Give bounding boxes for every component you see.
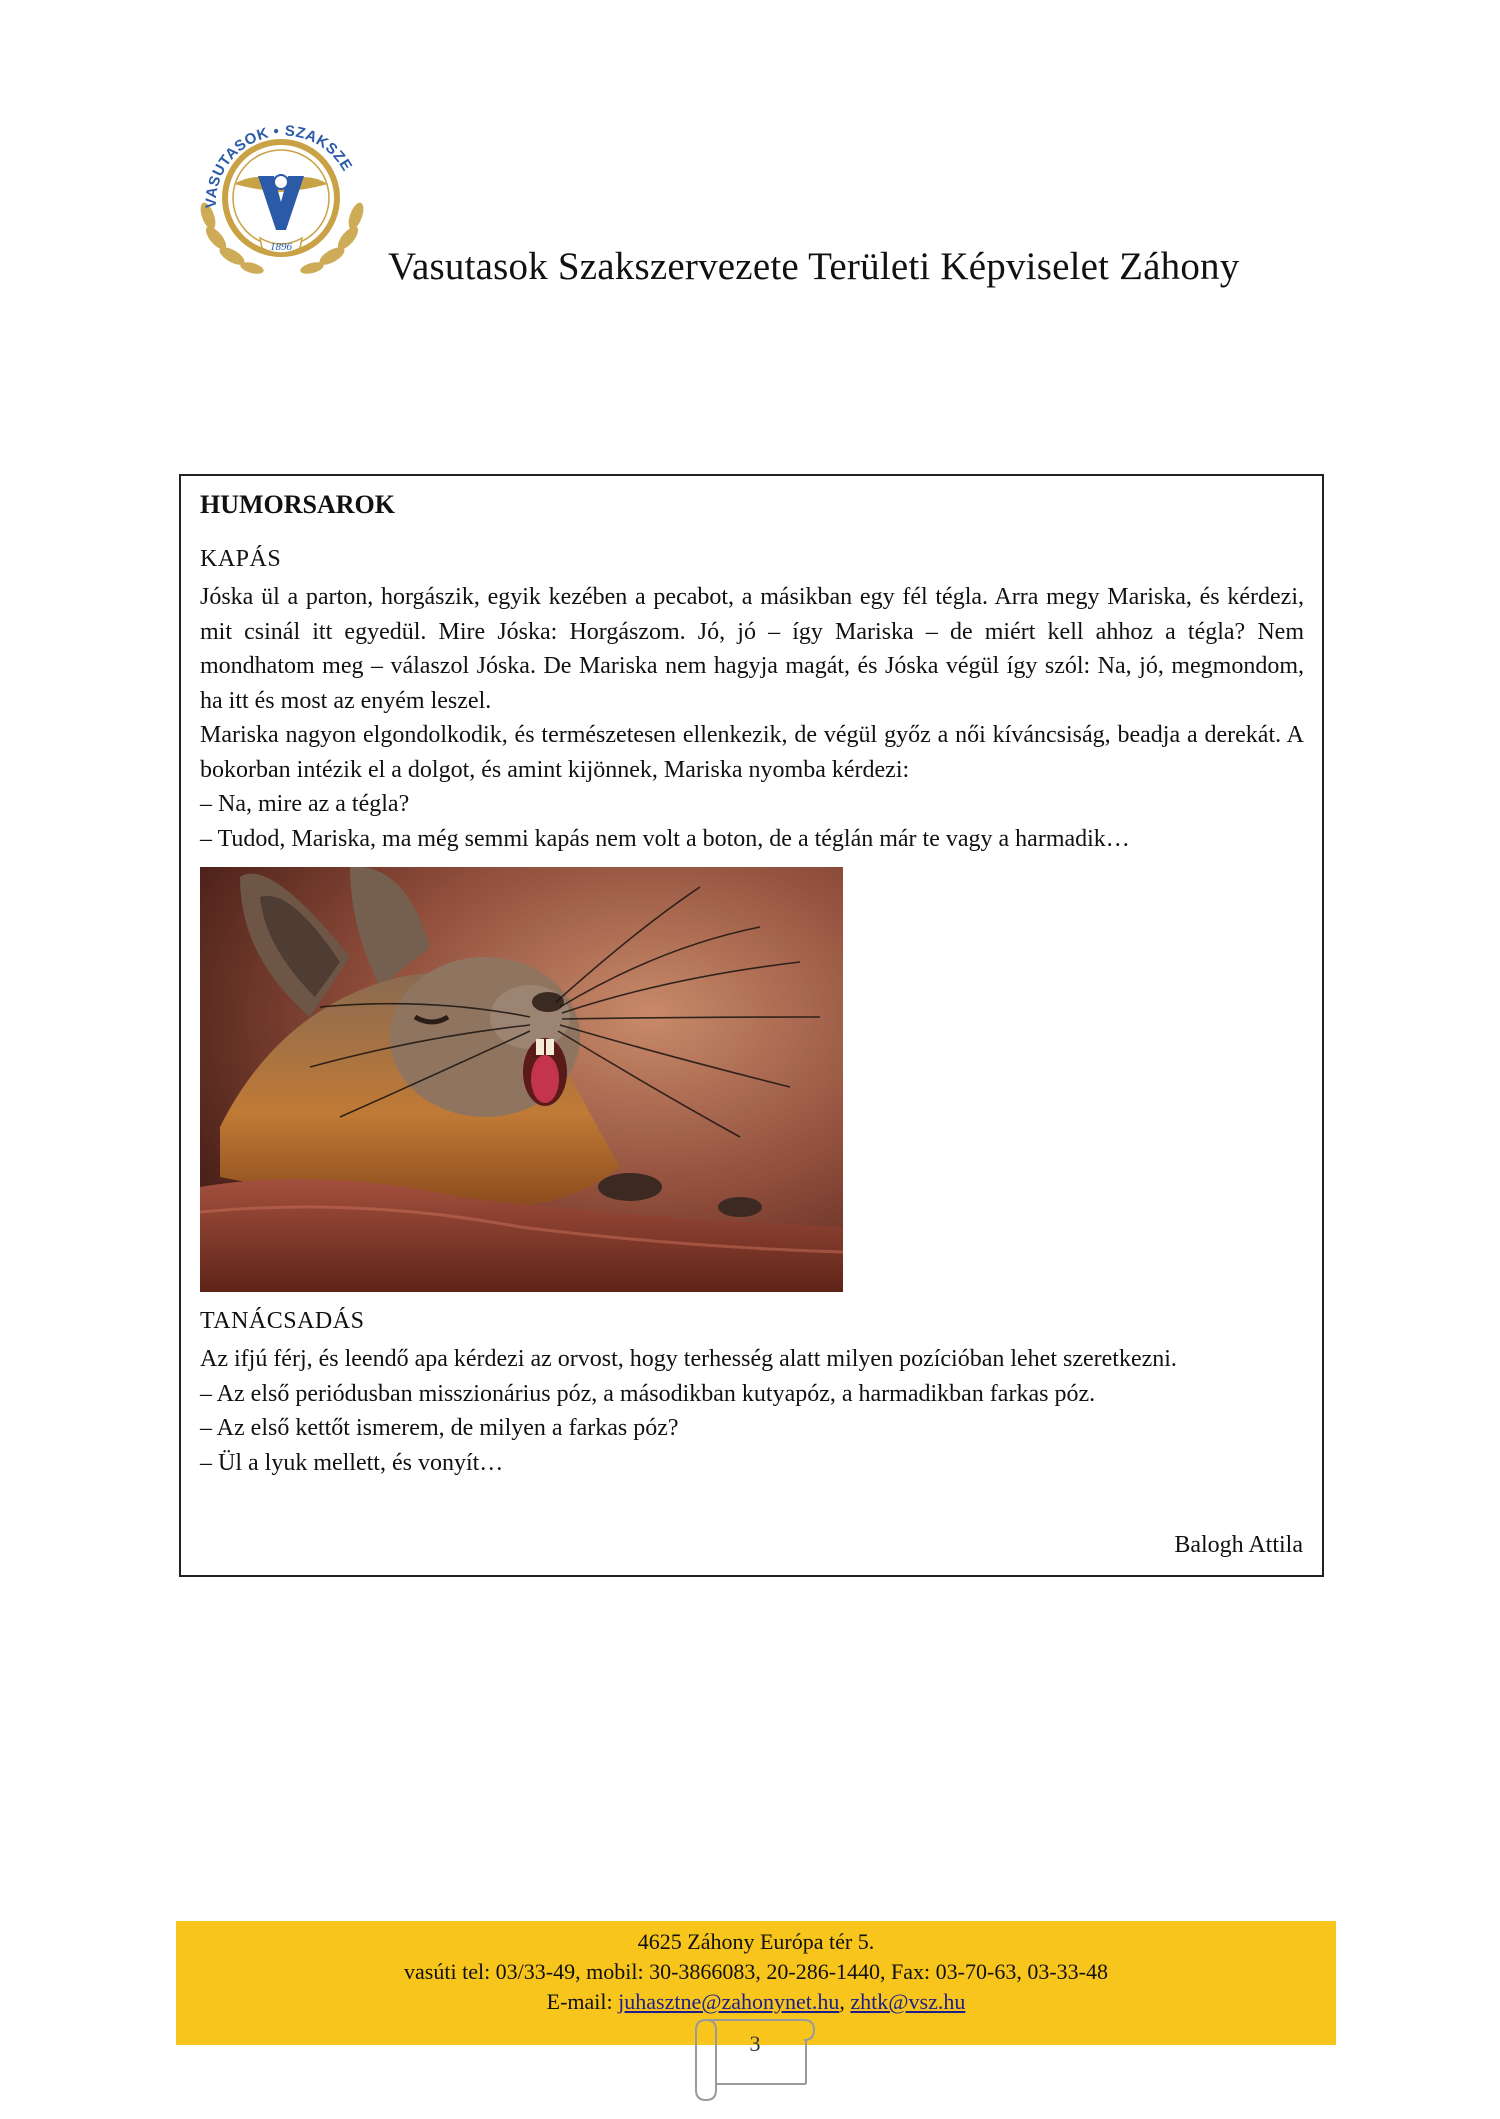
footer-phones: vasúti tel: 03/33-49, mobil: 30-3866083, 20-286-1440, Fax: 03-70-63, 03-33-48 <box>404 1959 1108 1984</box>
footer-email-label: E-mail: <box>546 1989 613 2014</box>
story2-paragraph-1: Az ifjú férj, és leendő apa kérdezi az orvost, hogy terhesség alatt milyen pozícióban lehet szeretkezni. <box>200 1346 1177 1372</box>
story2-dialogue-2: – Az első kettőt ismerem, de milyen a farkas póz? <box>200 1415 679 1441</box>
story1-dialogue-1: – Na, mire az a tégla? <box>200 791 410 817</box>
union-logo <box>186 98 376 280</box>
story1-paragraph-1: Jóska ül a parton, horgászik, egyik kezében a pecabot, a másikban egy fél tégla. Arra megy Mariska, és kérdezi, mit csinál itt egyedül. Mire Jóska: Horgászom. Jó, jó – így Mariska – de miért kell ahhoz a tégla? Nem mondhatom meg – válaszol Jóska. De Mariska nem hagyja magát, és Jóska végül így szól: Na, jó, megmondom, ha itt és most az enyém leszel. <box>200 584 1304 714</box>
footer-address: 4625 Záhony Európa tér 5. <box>637 1929 875 1954</box>
yawning-animal-illustration <box>200 867 843 1292</box>
page-number-scroll-icon <box>686 2010 824 2104</box>
logo-arc-text-path: VASUTASOK • SZAKSZE <box>202 122 356 209</box>
humor-corner-box <box>179 474 1324 1577</box>
story2-dialogue-3: – Ül a lyuk mellett, és vonyít… <box>200 1449 504 1476</box>
story1-dialogue-2: – Tudod, Mariska, ma még semmi kapás nem volt a boton, de a téglán már te vagy a harmadik… <box>200 825 1130 852</box>
header-title: Vasutasok Szakszervezete Területi Képviselet Záhony <box>388 245 1240 288</box>
page-number: 3 <box>749 2031 761 2056</box>
yawning-animal-photo <box>200 867 843 1292</box>
author-signature: Balogh Attila <box>1174 1532 1303 1558</box>
union-logo-emblem <box>186 98 376 280</box>
story2-title: TANÁCSADÁS <box>200 1308 365 1334</box>
story1-body <box>200 580 1304 856</box>
story2-body <box>200 1342 1304 1480</box>
email-link-zhtk[interactable]: zhtk@vsz.hu <box>850 1989 966 2014</box>
story1-paragraph-2: Mariska nagyon elgondolkodik, és természetesen ellenkezik, de végül győz a női kíváncsiság, beadja a derekát. A bokorban intézik el a dolgot, és amint kijönnek, Mariska nyomba kérdezi: <box>200 722 1304 783</box>
email-separator: , <box>839 1989 845 2014</box>
logo-year: 1896 <box>270 241 292 253</box>
story1-title: KAPÁS <box>200 546 282 572</box>
email-link-juhasztne[interactable]: juhasztne@zahonynet.hu <box>618 1989 840 2014</box>
story2-dialogue-1: – Az első periódusban misszionárius póz, a másodikban kutyapóz, a harmadikban farkas póz. <box>200 1380 1096 1407</box>
box-heading: HUMORSAROK <box>200 490 395 519</box>
